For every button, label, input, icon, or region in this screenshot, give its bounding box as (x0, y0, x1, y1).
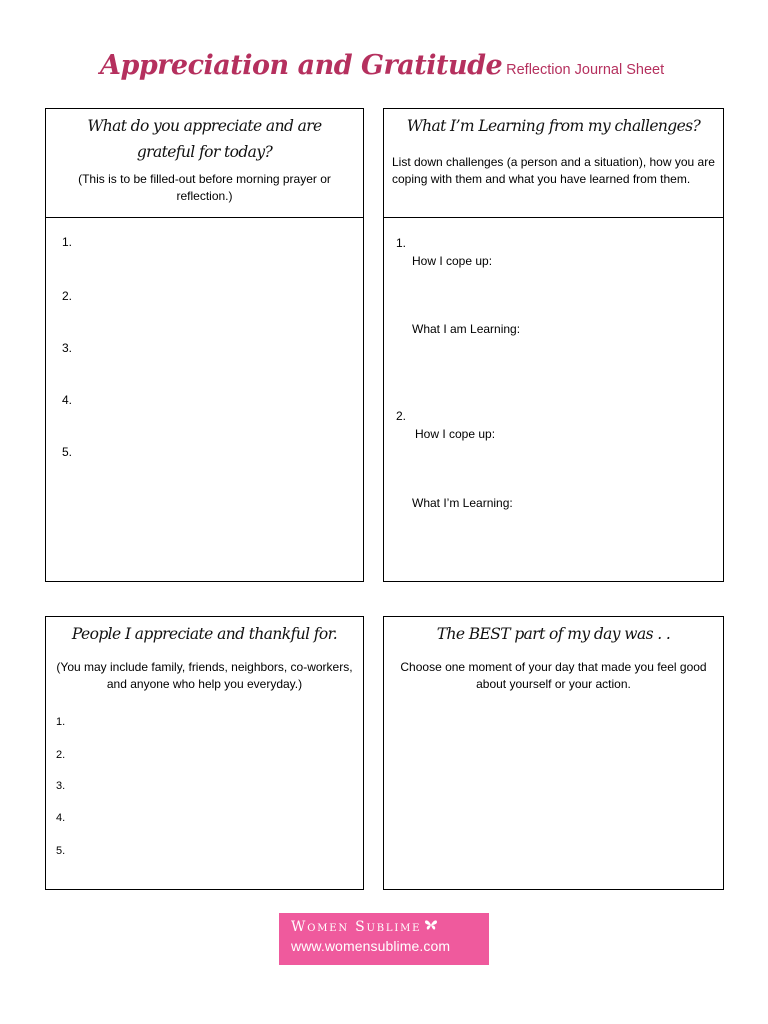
logo-url: www.womensublime.com (291, 938, 451, 954)
challenges-box (383, 108, 724, 582)
page-subtitle: Reflection Journal Sheet (506, 62, 665, 78)
challenge-item-1-cope: How I cope up: (412, 254, 493, 268)
appreciate-item-5: 5. (62, 445, 73, 459)
logo-brand (291, 919, 489, 935)
appreciate-item-2: 2. (62, 289, 73, 303)
best-part-box-note: Choose one moment of your day that made you feel good about yourself or your action. (400, 660, 707, 691)
challenge-item-2-number: 2. (396, 409, 407, 423)
appreciate-box-title: What do you appreciate and are grateful for today? (87, 117, 322, 161)
appreciate-item-4: 4. (62, 393, 73, 407)
appreciate-item-1: 1. (62, 235, 73, 249)
women-sublime-logo (279, 913, 489, 965)
page-header (100, 50, 664, 94)
challenge-item-1-learn: What I am Learning: (412, 322, 521, 336)
challenge-item-1-number: 1. (396, 236, 407, 250)
page-title: Appreciation and Gratitude (100, 50, 503, 81)
appreciate-box (45, 108, 364, 582)
people-box (45, 616, 364, 890)
challenges-box-header (384, 109, 723, 218)
appreciate-item-3: 3. (62, 341, 73, 355)
challenge-item-2-learn: What I’m Learning: (412, 496, 513, 510)
appreciate-box-note: (This is to be filled-out before morning prayer or reflection.) (78, 172, 331, 203)
challenge-item-2-cope: How I cope up: (415, 427, 496, 441)
challenges-box-title: What I’m Learning from my challenges? (406, 117, 701, 135)
people-item-2: 2. (56, 749, 66, 761)
people-item-5: 5. (56, 845, 66, 857)
best-part-box (383, 616, 724, 890)
challenges-box-note: List down challenges (a person and a situation), how you are coping with them and what you have learned from them. (392, 155, 715, 186)
people-item-1: 1. (56, 716, 66, 728)
people-box-title: People I appreciate and thankful for. (71, 625, 338, 643)
logo-brand-text: Women Sublime (291, 919, 422, 935)
best-part-box-title: The BEST part of my day was . . (436, 625, 671, 643)
appreciate-box-header (46, 109, 363, 218)
people-item-3: 3. (56, 780, 66, 792)
people-box-note: (You may include family, friends, neighbors, co-workers, and anyone who help you everyday.) (56, 660, 353, 691)
butterfly-icon (424, 919, 438, 935)
people-item-4: 4. (56, 812, 66, 824)
